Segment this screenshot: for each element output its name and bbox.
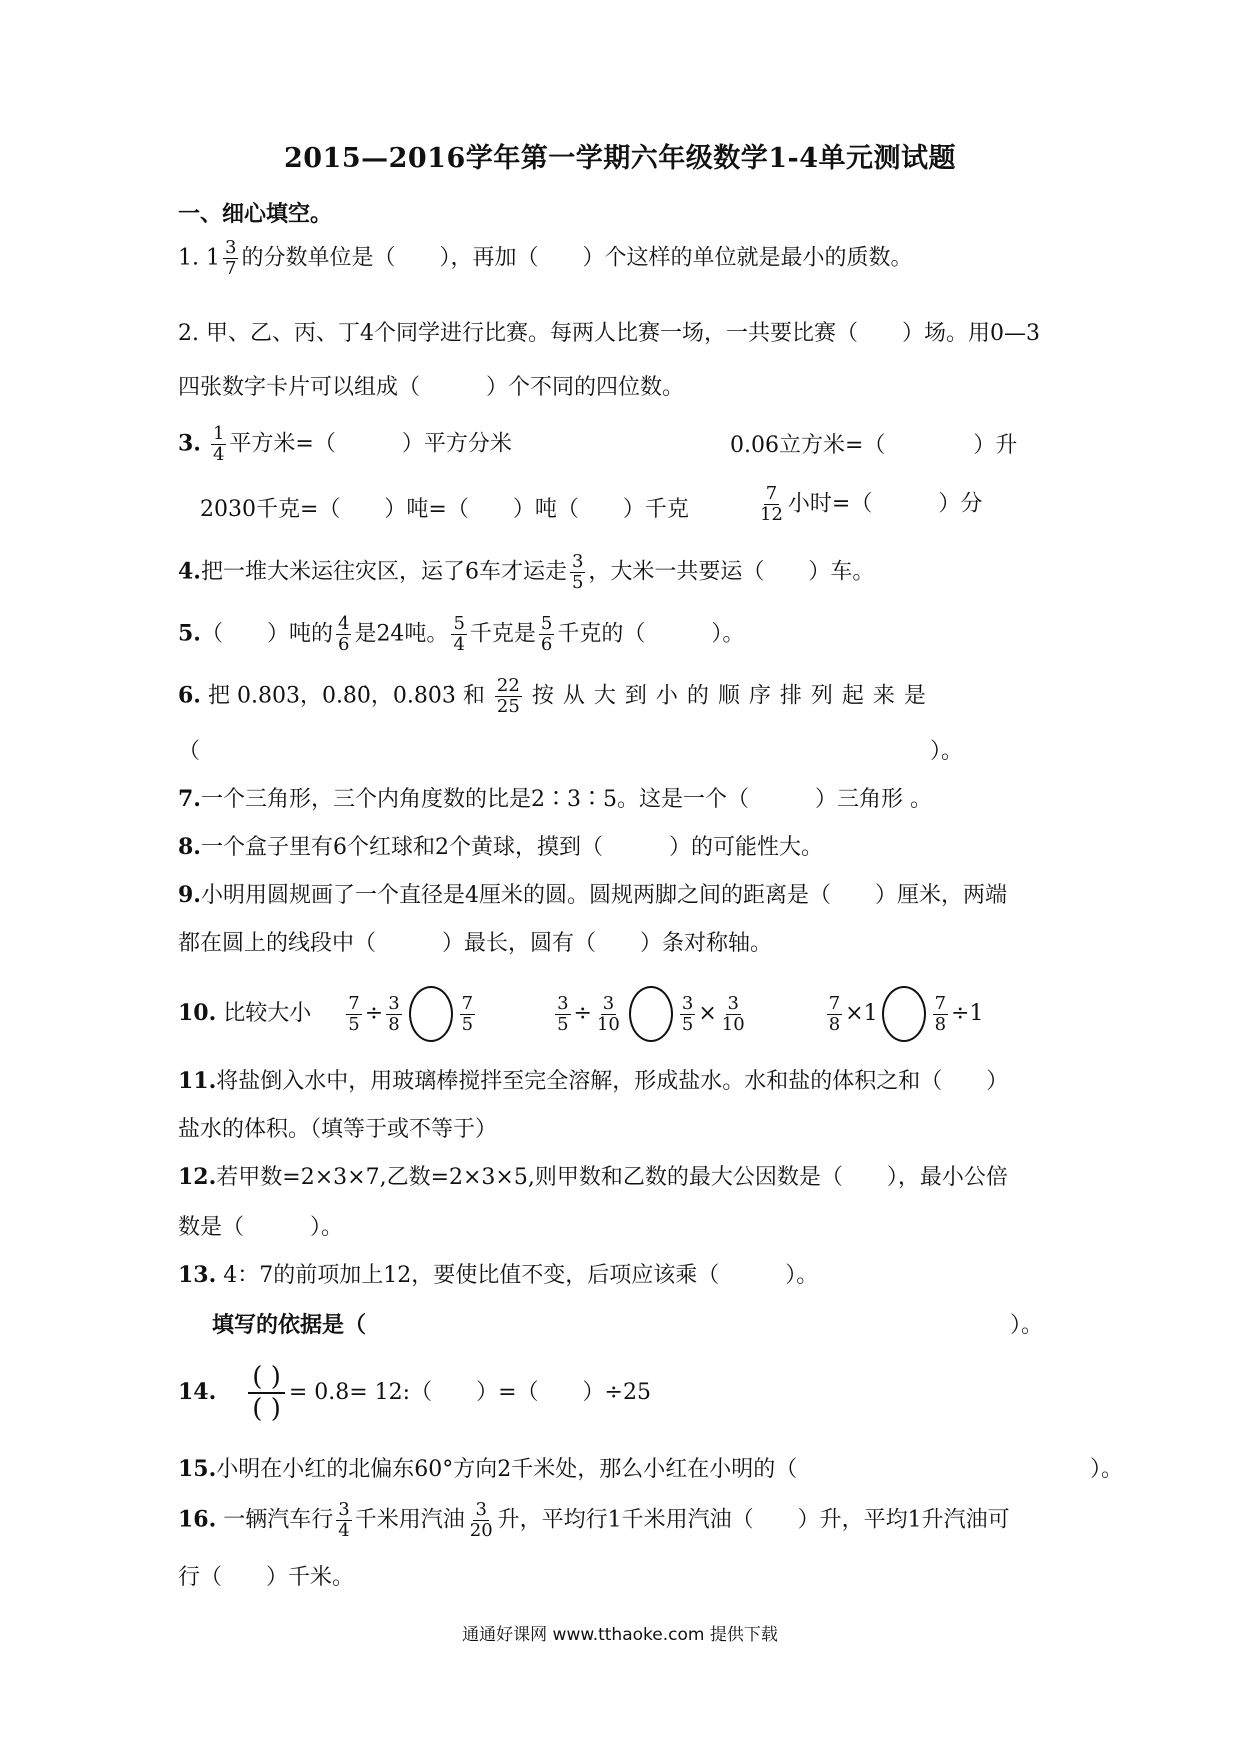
page-title: 2015—2016学年第一学期六年级数学1-4单元测试题 <box>283 143 957 174</box>
q5-fraction-2: $\frac{5}{4}$ <box>453 613 465 655</box>
question-3-row1-b: 0.06立方米=（ ）升 <box>730 433 1018 458</box>
compare-oval-3[interactable] <box>882 986 926 1042</box>
question-3-row2-b: $\frac{7}{12}$ 小时=（ ）分 <box>760 483 983 525</box>
question-8: 8.一个盒子里有6个红球和2个黄球，摸到（ ）的可能性大。 <box>178 834 823 860</box>
question-4: 4.把一堆大米运往灾区，运了6车才运走 $\frac{3}{5}$ ，大米一共要运（ ）车。 <box>178 551 875 593</box>
question-13-line2-end: ）。 <box>1010 1313 1044 1338</box>
question-6-line2-end: ）。 <box>930 739 964 764</box>
question-1: 1. 1 $\frac{3}{7}$ 的分数单位是（ ），再加（ ）个这样的单位就是最小的质数。 <box>178 237 913 279</box>
page-footer: 通通好课网 www.tthaoke.com 提供下载 <box>462 1625 778 1645</box>
q3-fraction-1: $\frac{1}{4}$ <box>212 423 225 465</box>
question-16-line2: 行（ ）千米。 <box>178 1565 355 1590</box>
section-heading: 一、细心填空。 <box>178 201 333 227</box>
question-13-line2: 填写的依据是（ <box>212 1312 367 1338</box>
q16-fraction-1: $\frac{3}{4}$ <box>338 1499 350 1541</box>
question-9-line1: 9.小明用圆规画了一个直径是4厘米的圆。圆规两脚之间的距离是（ ）厘米，两端 <box>178 882 1007 908</box>
question-16-line1: 16. 一辆汽车行 $\frac{3}{4}$ 千米用汽油 $\frac{3}{20}$ 升，平均行1千米用汽油（ ）升，平均1升汽油可 <box>178 1499 1010 1541</box>
q5-fraction-1: $\frac{4}{6}$ <box>337 613 350 655</box>
q14-blank-fraction: ( ) ( ) <box>248 1362 285 1424</box>
q4-fraction: $\frac{3}{5}$ <box>571 551 584 593</box>
question-6-line2: （ <box>178 739 201 764</box>
question-11-line2: 盐水的体积。（填等于或不等于） <box>178 1117 498 1142</box>
question-15: 15.小明在小红的北偏东60°方向2千米处，那么小红在小明的（ <box>178 1456 798 1482</box>
question-9-line2: 都在圆上的线段中（ ）最长，圆有（ ）条对称轴。 <box>178 931 773 956</box>
question-5: 5.（ ）吨的 $\frac{4}{6}$ 是24吨。 $\frac{5}{4}$ 千克是 $\frac{5}{6}$ 千克的（ ）。 <box>178 613 745 655</box>
q16-fraction-2: $\frac{3}{20}$ <box>469 1499 493 1541</box>
compare-oval-1[interactable] <box>409 986 453 1042</box>
compare-oval-2[interactable] <box>629 986 673 1042</box>
q6-fraction: $\frac{22}{25}$ <box>496 675 520 717</box>
q1-fraction: $\frac{3}{7}$ <box>225 237 237 279</box>
question-13-line1: 13. 4：7的前项加上12，要使比值不变，后项应该乘（ ）。 <box>178 1262 819 1288</box>
question-7: 7.一个三角形，三个内角度数的比是2∶3∶5。这是一个（ ）三角形 。 <box>178 786 932 812</box>
q1-number: 1. <box>178 245 199 271</box>
question-3-row1: 3. $\frac{1}{4}$ 平方米=（ ）平方分米 <box>178 423 512 465</box>
question-11-line1: 11.将盐倒入水中，用玻璃棒搅拌至完全溶解，形成盐水。水和盐的体积之和（ ） <box>178 1068 1009 1094</box>
question-12-line2: 数是（ ）。 <box>178 1215 344 1240</box>
question-2-line1: 2. 甲、乙、丙、丁4个同学进行比赛。每两人比赛一场，一共要比赛（ ）场。用0—3 <box>178 321 1040 346</box>
question-14: 14. ( ) ( ) = 0.8= 12:（ ）=（ ）÷25 <box>178 1362 651 1424</box>
q5-fraction-3: $\frac{5}{6}$ <box>540 613 553 655</box>
question-3-row2: 2030千克=（ ）吨=（ ）吨（ ）千克 <box>200 497 689 522</box>
question-2-line2: 四张数字卡片可以组成（ ）个不同的四位数。 <box>178 375 685 400</box>
question-6: 6. 把 0.803，0.8̇0̇，0.80̇3̇ 和 $\frac{22}{25}$ 按从大到小的顺序排列起来是 <box>178 675 935 717</box>
question-10: 10. 比较大小 $\frac{7}{5}$ ÷ $\frac{3}{8}$ $\frac{7}{5}$ $\frac{3}{5}$ ÷ $\frac{3}{10}$ $\frac{3}{5}$ × $\frac{3}{10}$ $\frac{7}{8}$ ×1 $\frac{7}{8}$ ÷1 <box>178 986 983 1042</box>
question-12-line1: 12.若甲数=2×3×7,乙数=2×3×5,则甲数和乙数的最大公因数是（ ），最小公倍 <box>178 1164 1008 1190</box>
question-15-end: ）。 <box>1090 1457 1124 1482</box>
q3-fraction-2: $\frac{7}{12}$ <box>760 483 783 525</box>
